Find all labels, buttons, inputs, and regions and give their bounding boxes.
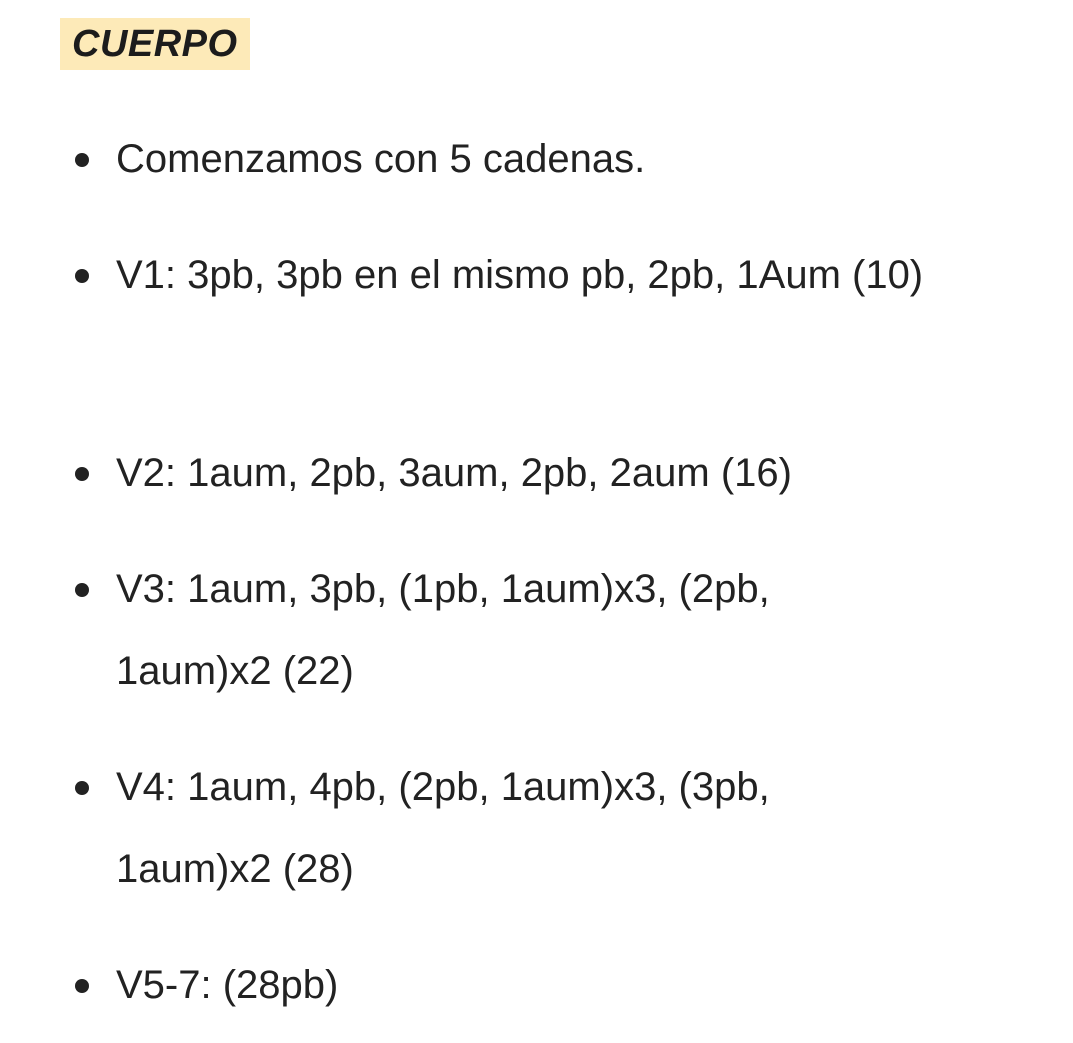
step-text: V4: 1aum, 4pb, (2pb, 1aum)x3, (3pb, 1aum)x2 (28) (116, 765, 770, 891)
step-text: V5-7: (28pb) (116, 963, 339, 1007)
step-text: Comenzamos con 5 cadenas. (116, 137, 646, 181)
section-heading-highlight (60, 18, 250, 70)
list-item (116, 234, 936, 316)
list-item (116, 118, 936, 200)
step-text: V3: 1aum, 3pb, (1pb, 1aum)x3, (2pb, 1aum)x2 (22) (116, 567, 770, 693)
section-title: CUERPO (72, 23, 238, 65)
bullet-icon (75, 269, 89, 283)
bullet-icon (75, 583, 89, 597)
step-text: V2: 1aum, 2pb, 3aum, 2pb, 2aum (16) (116, 451, 792, 495)
bullet-icon (75, 153, 89, 167)
list-item (116, 944, 936, 1026)
list-item (116, 746, 936, 910)
bullet-icon (75, 467, 89, 481)
step-text: V1: 3pb, 3pb en el mismo pb, 2pb, 1Aum (10) (116, 253, 924, 297)
list-item (116, 548, 936, 712)
list-item (116, 432, 936, 514)
bullet-icon (75, 781, 89, 795)
bullet-icon (75, 979, 89, 993)
